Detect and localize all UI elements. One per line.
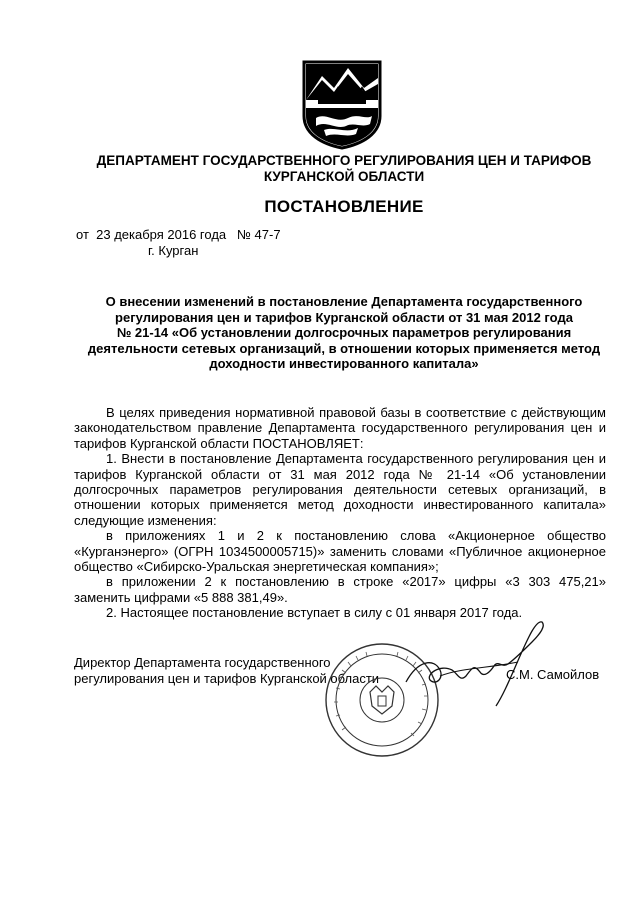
coat-of-arms-emblem	[300, 58, 384, 150]
organization-name: ДЕПАРТАМЕНТ ГОСУДАРСТВЕННОГО РЕГУЛИРОВАНИЯ ЦЕН И ТАРИФОВ	[96, 153, 592, 168]
subject-line: О внесении изменений в постановление Департамента государственного	[105, 294, 583, 309]
signatory-position-line: Директор Департамента государственного	[74, 655, 331, 670]
signatory-position-line: регулирования цен и тарифов Курганской области	[74, 671, 380, 686]
signatory-name: С.М. Самойлов	[506, 667, 600, 682]
organization-region: КУРГАНСКОЙ ОБЛАСТИ	[263, 169, 425, 184]
document-subject	[60, 294, 628, 372]
handwritten-signature	[400, 620, 550, 710]
document-date-number: от 23 декабря 2016 года № 47-7	[76, 227, 281, 242]
document-type: ПОСТАНОВЛЕНИЕ	[264, 197, 424, 216]
body-paragraph: в приложении 2 к постановлению в строке «2017» цифры «3 303 475,21» заменить цифрами «5 888 381,49».	[74, 574, 606, 605]
document-body	[74, 405, 606, 621]
subject-line: деятельности сетевых организаций, в отношении которых применяется метод	[87, 340, 601, 356]
document-city: г. Курган	[148, 243, 199, 258]
body-paragraph: 1. Внести в постановление Департамента государственного регулирования цен и тарифов Курганской области от 31 мая 2012 года № 21-14 «Об установлении долгосрочных параметров регулирования деятельности сетевых организаций, в отношении которых применяется метод доходности инвестированного капитала» следующие изменения:	[74, 451, 606, 528]
subject-line: № 21-14 «Об установлении долгосрочных параметров регулирования	[116, 325, 572, 340]
subject-line: регулирования цен и тарифов Курганской области от 31 мая 2012 года	[115, 309, 573, 325]
body-paragraph: 2. Настоящее постановление вступает в силу с 01 января 2017 года.	[106, 605, 523, 621]
subject-line: доходности инвестированного капитала»	[209, 356, 479, 371]
body-paragraph: В целях приведения нормативной правовой базы в соответствие с действующим законодательством правление Департамента государственного регулирования цен и тарифов Курганской области ПОСТАНОВЛЯЕТ:	[74, 405, 606, 451]
body-paragraph: в приложениях 1 и 2 к постановлению слова «Акционерное общество «Курганэнерго» (ОГРН 1034500005715)» заменить словами «Публичное акционерное общество «Сибирско-Уральская энергетическая компания»;	[74, 528, 606, 575]
